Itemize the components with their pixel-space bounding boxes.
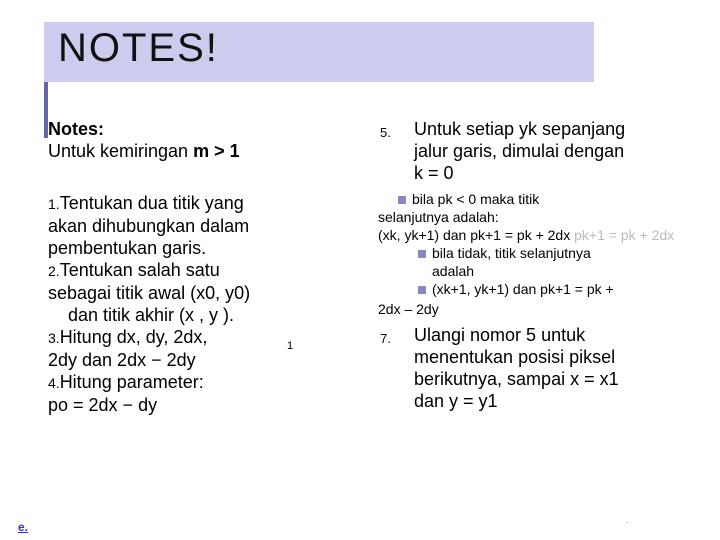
item-5-line-3: k = 0 — [414, 163, 454, 183]
right-column — [378, 118, 678, 412]
sub-1-line-2: selanjutnya adalah: — [378, 209, 499, 225]
sub-2-line-2: adalah — [432, 263, 475, 279]
item-7-line-2: menentukan posisi piksel — [414, 347, 616, 367]
square-bullet-icon — [418, 286, 426, 294]
step-2-line-3: dan titik akhir (x , y ). — [68, 305, 235, 325]
item-7: 7. Ulangi nomor 5 untuk menentukan posisi piksel berikutnya, sampai x = x1 dan y = y1 — [378, 324, 678, 412]
title-bar — [44, 22, 594, 82]
left-column — [48, 118, 348, 416]
item-7-line-1: Ulangi nomor 5 untuk — [414, 325, 586, 345]
step-1-line-2: akan dihubungkan dalam — [48, 216, 250, 236]
step-2: 2.Tentukan salah satu — [48, 260, 220, 280]
ghost-formula: pk+1 = pk + 2dx — [574, 227, 675, 243]
page-title: NOTES! — [58, 26, 219, 70]
step-3-line-2: 2dy dan 2dx − 2dy — [48, 350, 196, 370]
step-1: 1.Tentukan dua titik yang — [48, 193, 244, 213]
item-5-line-2: jalur garis, dimulai dengan — [414, 141, 625, 161]
item-5: 5. Untuk setiap yk sepanjang jalur garis, dimulai dengan k = 0 — [378, 118, 678, 184]
item-7-line-3: berikutnya, sampai x = x1 — [414, 369, 619, 389]
slope-value: m > 1 — [193, 141, 240, 161]
footer-link[interactable]: e. — [18, 520, 29, 534]
square-bullet-icon — [398, 196, 406, 204]
step-4: 4.Hitung parameter: — [48, 372, 204, 392]
step-3: 3.Hitung dx, dy, 2dx, — [48, 327, 208, 347]
item-5-line-1: Untuk setiap yk sepanjang — [414, 119, 626, 139]
step-2-line-2: sebagai titik awal (x0, y0) — [48, 283, 251, 303]
sub-bullet-2: bila tidak, titik selanjutnya adalah (xk+1, yk+1) dan pk+1 = pk + — [378, 244, 678, 298]
item-7-line-4: dan y = y1 — [414, 391, 498, 411]
sub-1-line-3: (xk, yk+1) dan pk+1 = pk + 2dx pk+1 = pk + 2dx — [378, 227, 675, 243]
sub-bullet-1: bila pk < 0 maka titik selanjutnya adalah: (xk, yk+1) dan pk+1 = pk + 2dx pk+1 = pk + 2dx — [378, 190, 678, 244]
square-bullet-icon — [418, 250, 426, 258]
step-1-line-3: pembentukan garis. — [48, 238, 207, 258]
footer-dot: . — [626, 516, 629, 525]
sub-2-line-4: 2dx – 2dy — [378, 301, 439, 317]
step-4-line-2: po = 2dx − dy — [48, 395, 158, 415]
notes-heading: Notes: — [48, 119, 105, 139]
slope-condition: Untuk kemiringan m > 1 — [48, 141, 240, 161]
stray-label: 1 — [287, 340, 294, 352]
